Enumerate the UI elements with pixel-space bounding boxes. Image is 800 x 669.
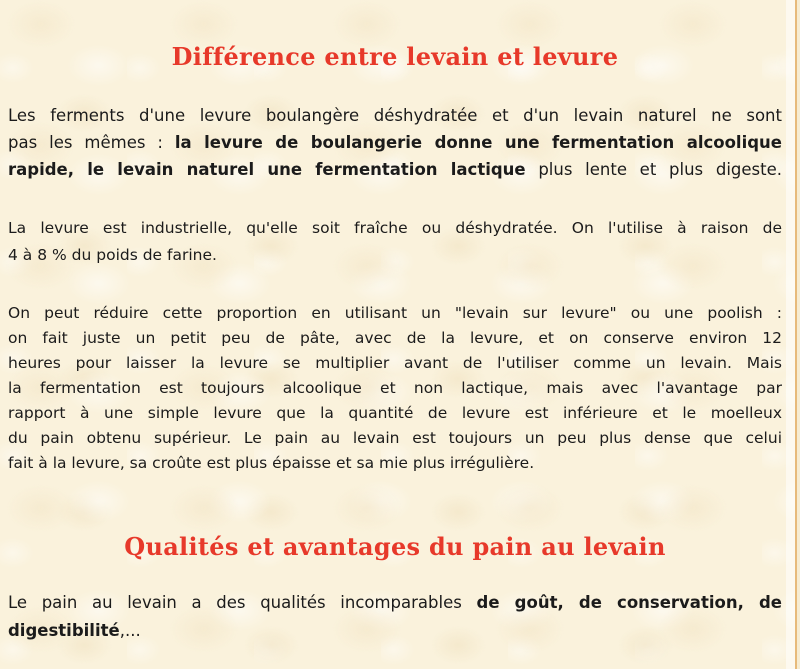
text-line [8, 351, 782, 376]
text-line [8, 451, 782, 476]
text-segment: on fait juste un petit peu de pâte, avec de la levure, et on conserve environ 12 [8, 329, 782, 347]
text-line [8, 156, 782, 183]
section-heading-qualites: Qualités et avantages du pain au levain [124, 531, 666, 561]
text-line [8, 326, 782, 351]
paragraph-ferments-difference [8, 102, 782, 183]
page-right-edge [784, 0, 800, 669]
text-line [8, 102, 782, 129]
text-segment: rapport à une simple levure que la quantité de levure est inférieure et le moelleux [8, 404, 782, 422]
text-segment: ,... [119, 621, 141, 640]
bold-text-segment: la levure de boulangerie donne une fermentation alcoolique [174, 133, 782, 152]
text-line [8, 215, 782, 242]
bold-text-segment: de goût, de conservation, de [476, 593, 782, 612]
text-line [8, 401, 782, 426]
bold-text-segment: rapide, le levain naturel une fermentation lactique [8, 160, 526, 179]
text-segment: On peut réduire cette proportion en utilisant un "levain sur levure" ou une poolish : [8, 304, 782, 322]
text-line [8, 589, 782, 617]
text-segment: fait à la levure, sa croûte est plus épaisse et sa mie plus irrégulière. [8, 454, 535, 472]
text-line [8, 301, 782, 326]
paragraph-qualites-pain-levain [8, 589, 782, 645]
text-line [8, 129, 782, 156]
text-segment: Le pain au levain a des qualités incomparables [8, 593, 477, 612]
text-segment: Les ferments d'une levure boulangère déshydratée et d'un levain naturel ne sont [8, 106, 782, 125]
text-segment: heures pour laisser la levure se multiplier avant de l'utiliser comme un levain. Mais [8, 354, 782, 372]
text-segment: pas les mêmes : [8, 133, 175, 152]
text-segment: 4 à 8 % du poids de farine. [8, 246, 217, 264]
text-line [8, 242, 782, 269]
bold-text-segment: digestibilité [8, 621, 120, 640]
text-line [8, 426, 782, 451]
paragraph-levure-industrielle [8, 215, 782, 269]
text-line [8, 617, 782, 645]
text-segment: plus lente et plus digeste. [525, 160, 782, 179]
text-segment: la fermentation est toujours alcoolique et non lactique, mais avec l'avantage par [8, 379, 782, 397]
text-segment: du pain obtenu supérieur. Le pain au levain est toujours un peu plus dense que celui [8, 429, 782, 447]
text-line [8, 376, 782, 401]
text-segment: La levure est industrielle, qu'elle soit fraîche ou déshydratée. On l'utilise à raison de [8, 219, 782, 237]
page-right-edge-highlight [786, 0, 795, 669]
paragraph-levain-sur-levure [8, 301, 782, 476]
section-heading-difference: Différence entre levain et levure [171, 42, 619, 72]
